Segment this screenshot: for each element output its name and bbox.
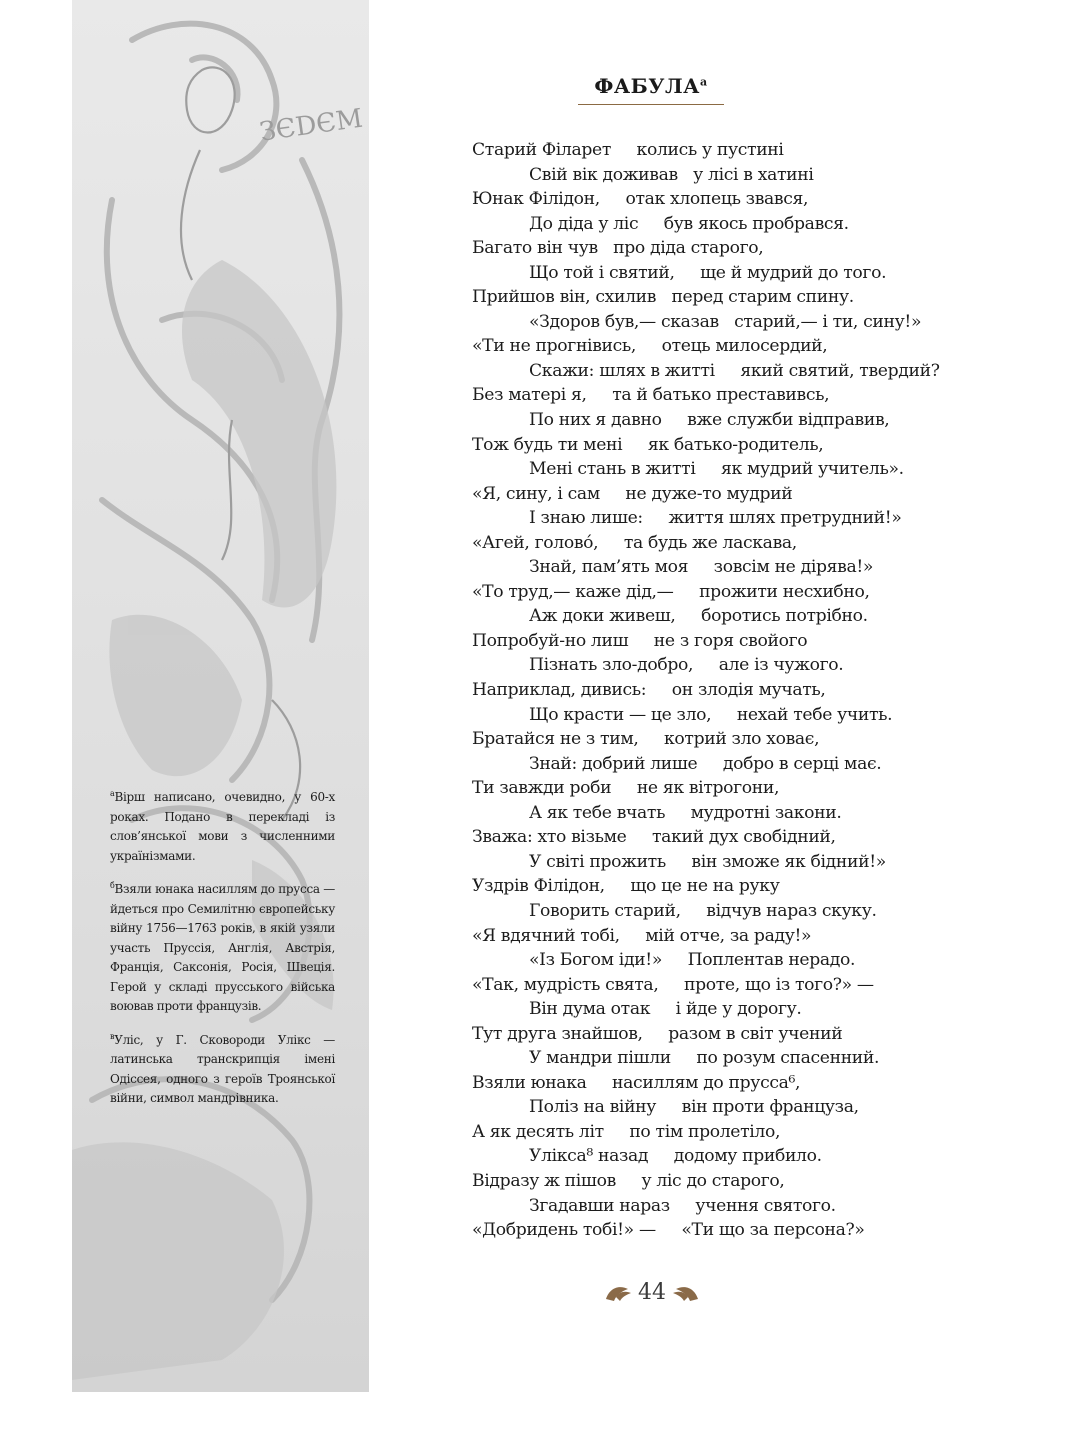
footnote-a (110, 788, 335, 866)
page-title (578, 74, 724, 98)
poem-line: Ти завжди роби не як вітрогони, (472, 778, 780, 799)
poem-line: Наприклад, дивись: он злодія мучать, (472, 680, 826, 701)
poem-line: Поліз на війну він проти француза, (529, 1097, 859, 1118)
poem-line: У світі прожить він зможе як бідний!» (529, 851, 886, 872)
poem-line: Що той і святий, ще й мудрий до того. (529, 262, 887, 283)
page-footer (598, 1275, 706, 1309)
poem-line: «Ти не прогнівись, отець милосердий, (472, 336, 828, 357)
footnote-mark: а (110, 789, 115, 798)
poem-line: Юнак Філідон, отак хлопець звався, (472, 189, 809, 210)
poem-line: Братайся не з тим, котрий зло ховає, (472, 729, 820, 750)
poem-line: Що красти — це зло, нехай тебе учить. (529, 704, 893, 725)
poem-line: Без матері я, та й батько преставивсь, (472, 385, 830, 406)
poem-line: Знай: добрий лише добро в серці має. (529, 753, 882, 774)
footnote-b (110, 880, 335, 1017)
poem-line: Відразу ж пішов у ліс до старого, (472, 1170, 785, 1191)
poem-line: Знай, пам’ять моя зовсім не дірява!» (529, 557, 874, 578)
poem-line: Уздрів Філідон, що це не на руку (472, 876, 780, 897)
poem-line: «Агей, голово́, та будь же ласкава, (472, 532, 797, 553)
poem-line: «То труд,— каже дід,— прожити несхибно, (472, 581, 870, 602)
poem-line: Пізнать зло-добро, але із чужого. (529, 655, 844, 676)
footnote-mark: в (110, 1031, 115, 1041)
poem-line: А як десять літ по тім пролетіло, (472, 1121, 781, 1142)
title-underline (578, 104, 724, 105)
footnote-text: Взяли юнака насиллям до прусса — йдеться про Семилітню європейську війну 1756—1763 років, в якій узяли участь Пруссія, Англія, Австрія, Франція, Саксонія, Росія, Швеція. Герой у складі прусського війська воював проти французів. (110, 882, 335, 1013)
poem-line: Згадавши нараз учення святого. (529, 1195, 836, 1216)
poem-line: Аж доки живеш, боротись потрібно. (529, 606, 868, 627)
footnote-c (110, 1031, 335, 1109)
poem-body (472, 138, 1032, 1243)
poem-line: Тож будь ти мені як батько-родитель, (472, 434, 824, 455)
poem-line: Прийшов він, схилив перед старим спину. (472, 287, 854, 308)
poem-line: Старий Філарет колись у пустині (472, 140, 784, 160)
footnote-mark: б (110, 881, 115, 890)
poem-line: Свій вік доживав у лісі в хатині (529, 164, 814, 185)
poem-line: У мандри пішли по розум спасенний. (529, 1048, 880, 1069)
poem-line: По них я давно вже служби відправив, (529, 410, 890, 431)
leaf-ornament-right-icon (672, 1281, 700, 1303)
poem-line: Говорить старий, відчув нараз скуку. (529, 900, 877, 921)
poem-line: Багато він чув про діда старого, (472, 238, 764, 259)
poem-line: Тут друга знайшов, разом в світ учений (472, 1023, 843, 1044)
poem-line: «Добридень тобі!» — «Ти що за персона?» (472, 1220, 865, 1241)
poem-line: Взяли юнака насиллям до прусса⁶, (472, 1072, 801, 1093)
poem-line: Зважа: хто візьме такий дух свобідний, (472, 827, 836, 848)
footnote-text: Уліс, у Г. Сковороди Улікс — латинська транскрипція імені Одіссея, одного з героїв Троянської війни, символ мандрівника. (110, 1032, 335, 1105)
poem-line: Улікса⁸ назад додому прибило. (529, 1146, 822, 1167)
title-text: ФАБУЛА (594, 74, 700, 98)
poem-line: «Із Богом іди!» Поплентав нерадо. (529, 950, 856, 971)
footnote-text: Вірш написано, очевидно, у 60-х роках. Подано в перекладі із слов’янської мови з численними українізмами. (110, 790, 335, 863)
poem-line: «Я вдячний тобі, мій отче, за раду!» (472, 925, 812, 946)
poem-title-block (578, 74, 724, 105)
poem-line: «Здоров був,— сказав старий,— і ти, сину!» (529, 311, 922, 332)
footnotes (110, 788, 335, 1123)
sketch-illustration (72, 0, 369, 1392)
poem-line: Мені стань в житті як мудрий учитель». (529, 459, 904, 480)
poem-line: «Я, сину, і сам не дуже-то мудрий (472, 483, 793, 504)
poem-line: До діда у ліс був якось пробрався. (529, 213, 849, 234)
poem-line: А як тебе вчать мудротні закони. (529, 802, 842, 823)
poem-line: Скажи: шлях в житті який святий, твердий? (529, 360, 940, 381)
poem-line: «Так, мудрість свята, проте, що із того?» — (472, 974, 874, 995)
title-footnote-mark: а (699, 75, 708, 89)
page-number: 44 (638, 1279, 666, 1305)
poem-line: Попробуй-но лиш не з горя свойого (472, 630, 808, 651)
illustration-inscription: ЗЄDЄM (257, 103, 365, 148)
leaf-ornament-left-icon (604, 1281, 632, 1303)
poem-line: Він дума отак і йде у дорогу. (529, 999, 802, 1020)
poem-line: І знаю лише: життя шлях претрудний!» (529, 508, 902, 529)
illustration-panel (72, 0, 369, 1392)
